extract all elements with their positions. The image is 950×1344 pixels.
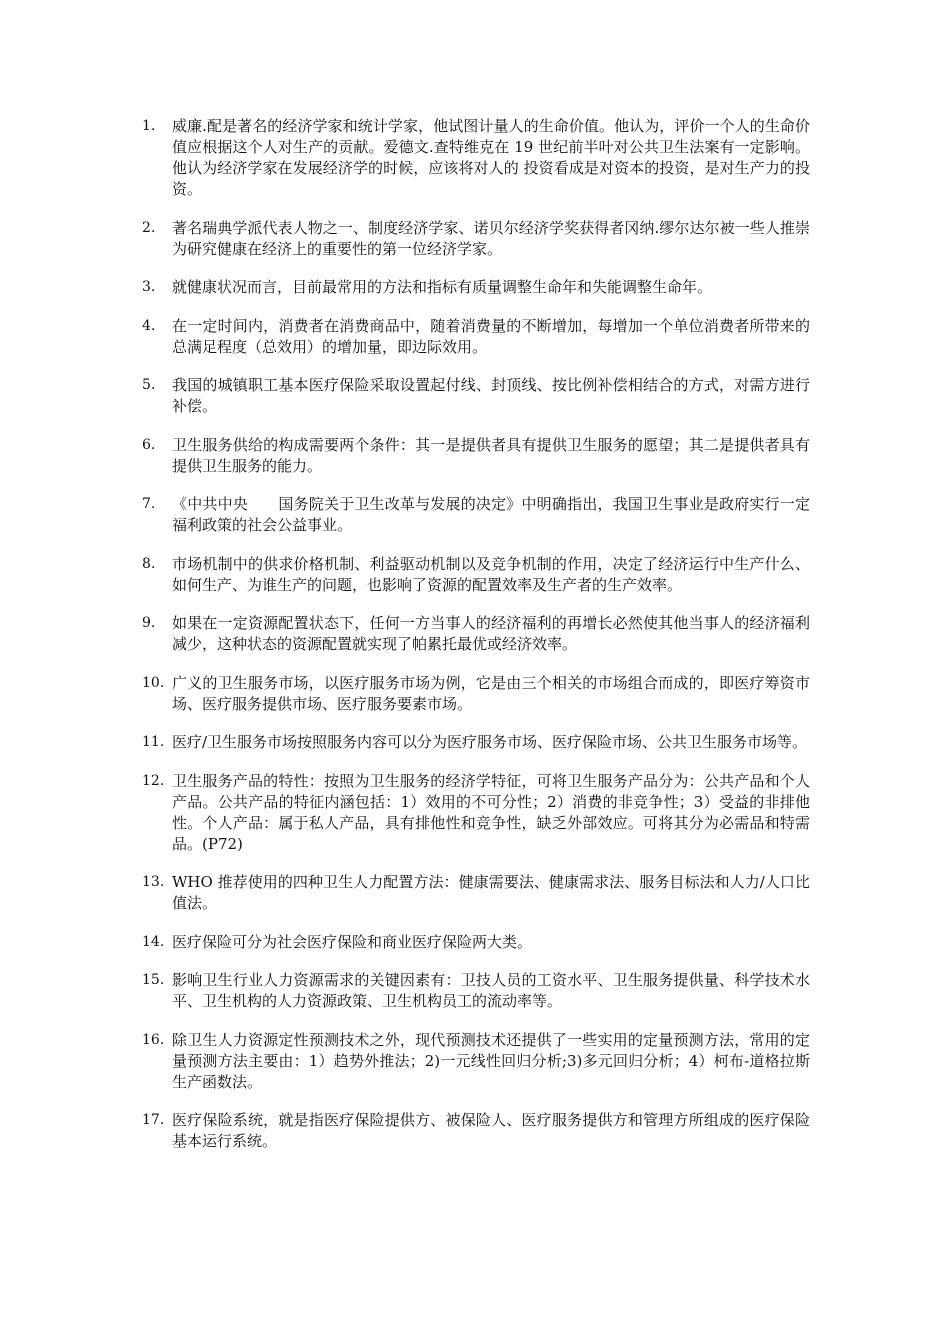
item-text: 著名瑞典学派代表人物之一、制度经济学家、诺贝尔经济学奖获得者冈纳.缪尔达尔被一些人推崇为研究健康在经济上的重要性的第一位经济学家。 <box>172 218 810 258</box>
list-item <box>142 494 810 536</box>
list-item <box>142 316 810 358</box>
item-number: 8. <box>142 555 156 572</box>
item-text: 就健康状况而言，目前最常用的方法和指标有质量调整生命年和失能调整生命年。 <box>172 278 713 296</box>
item-text: 卫生服务供给的构成需要两个条件：其一是提供者具有提供卫生服务的愿望；其二是提供者具有提供卫生服务的能力。 <box>172 435 810 475</box>
item-number: 5. <box>142 377 156 393</box>
item-text: 医疗保险系统，就是指医疗保险提供方、被保险人、医疗服务提供方和管理方所组成的医疗保险基本运行系统。 <box>172 1111 810 1150</box>
list-item <box>142 771 810 855</box>
item-number: 1. <box>142 118 156 134</box>
item-text: 影响卫生行业人力资源需求的关键因素有：卫技人员的工资水平、卫生服务提供量、科学技术水平、卫生机构的人力资源政策、卫生机构员工的流动率等。 <box>172 971 810 1010</box>
item-text: 《中共中央 国务院关于卫生改革与发展的决定》中明确指出，我国卫生事业是政府实行一定福利政策的社会公益事业。 <box>172 495 810 534</box>
item-number: 16. <box>142 1031 165 1048</box>
item-number: 15. <box>142 972 165 988</box>
list-item <box>142 613 810 655</box>
list-item <box>142 277 810 298</box>
list-item <box>142 375 810 417</box>
item-number: 10. <box>142 674 165 691</box>
item-number: 3. <box>142 279 156 295</box>
item-number: 17. <box>142 1112 165 1128</box>
item-text: 在一定时间内，消费者在消费商品中，随着消费量的不断增加，每增加一个单位消费者所带来的总满足程度（总效用）的增加量，即边际效用。 <box>172 316 810 356</box>
list-item <box>142 554 810 596</box>
item-text: 除卫生人力资源定性预测技术之外，现代预测技术还提供了一些实用的定量预测方法，常用的定量预测方法主要由：1）趋势外推法；2)一元线性回归分析;3)多元回归分析；4）柯布-道格拉斯生产函数法。 <box>172 1030 810 1091</box>
list-item <box>142 1110 810 1152</box>
list-item <box>142 218 810 260</box>
item-number: 7. <box>142 496 156 512</box>
numbered-list <box>142 116 810 1170</box>
item-text: 医疗保险可分为社会医疗保险和商业医疗保险两大类。 <box>172 932 533 951</box>
list-item <box>142 970 810 1012</box>
list-item <box>142 732 810 753</box>
list-item <box>142 1030 810 1093</box>
item-text: 如果在一定资源配置状态下，任何一方当事人的经济福利的再增长必然使其他当事人的经济福利减少，这种状态的资源配置就实现了帕累托最优或经济效率。 <box>172 614 810 653</box>
item-text: 医疗/卫生服务市场按照服务内容可以分为医疗服务市场、医疗保险市场、公共卫生服务市场等。 <box>172 733 808 751</box>
list-item <box>142 872 810 914</box>
item-number: 6. <box>142 436 156 453</box>
item-text: 广义的卫生服务市场，以医疗服务市场为例，它是由三个相关的市场组合而成的，即医疗筹资市场、医疗服务提供市场、医疗服务要素市场。 <box>172 673 810 713</box>
item-text: WHO 推荐使用的四种卫生人力配置方法：健康需要法、健康需求法、服务目标法和人力/人口比值法。 <box>172 873 810 912</box>
item-number: 9. <box>142 615 156 631</box>
item-number: 2. <box>142 219 156 236</box>
item-text: 威廉.配是著名的经济学家和统计学家，他试图计量人的生命价值。他认为，评价一个人的生命价值应根据这个人对生产的贡献。爱德文.查特维克在 19 世纪前半叶对公共卫生法案有一定影响。他认为经济学家在发展经济学的时候，应该将对人的 投资看成是对资本的投资，是对生产力的投资。 <box>172 117 810 198</box>
list-item <box>142 435 810 477</box>
item-number: 11. <box>142 734 165 750</box>
list-item <box>142 932 810 953</box>
item-number: 4. <box>142 317 156 334</box>
item-text: 我国的城镇职工基本医疗保险采取设置起付线、封顶线、按比例补偿相结合的方式，对需方进行补偿。 <box>172 376 810 415</box>
list-item <box>142 673 810 715</box>
list-item <box>142 116 810 200</box>
item-number: 12. <box>142 772 165 789</box>
item-text: 卫生服务产品的特性：按照为卫生服务的经济学特征，可将卫生服务产品分为：公共产品和个人产品。公共产品的特征内涵包括：1）效用的不可分性；2）消费的非竞争性；3）受益的非排他性。个人产品：属于私人产品，具有排他性和竞争性，缺乏外部效应。可将其分为必需品和特需品。(P72) <box>172 771 810 853</box>
item-number: 14. <box>142 933 165 950</box>
item-text: 市场机制中的供求价格机制、利益驱动机制以及竞争机制的作用，决定了经济运行中生产什么、如何生产、为谁生产的问题，也影响了资源的配置效率及生产者的生产效率。 <box>172 554 810 594</box>
item-number: 13. <box>142 874 165 890</box>
